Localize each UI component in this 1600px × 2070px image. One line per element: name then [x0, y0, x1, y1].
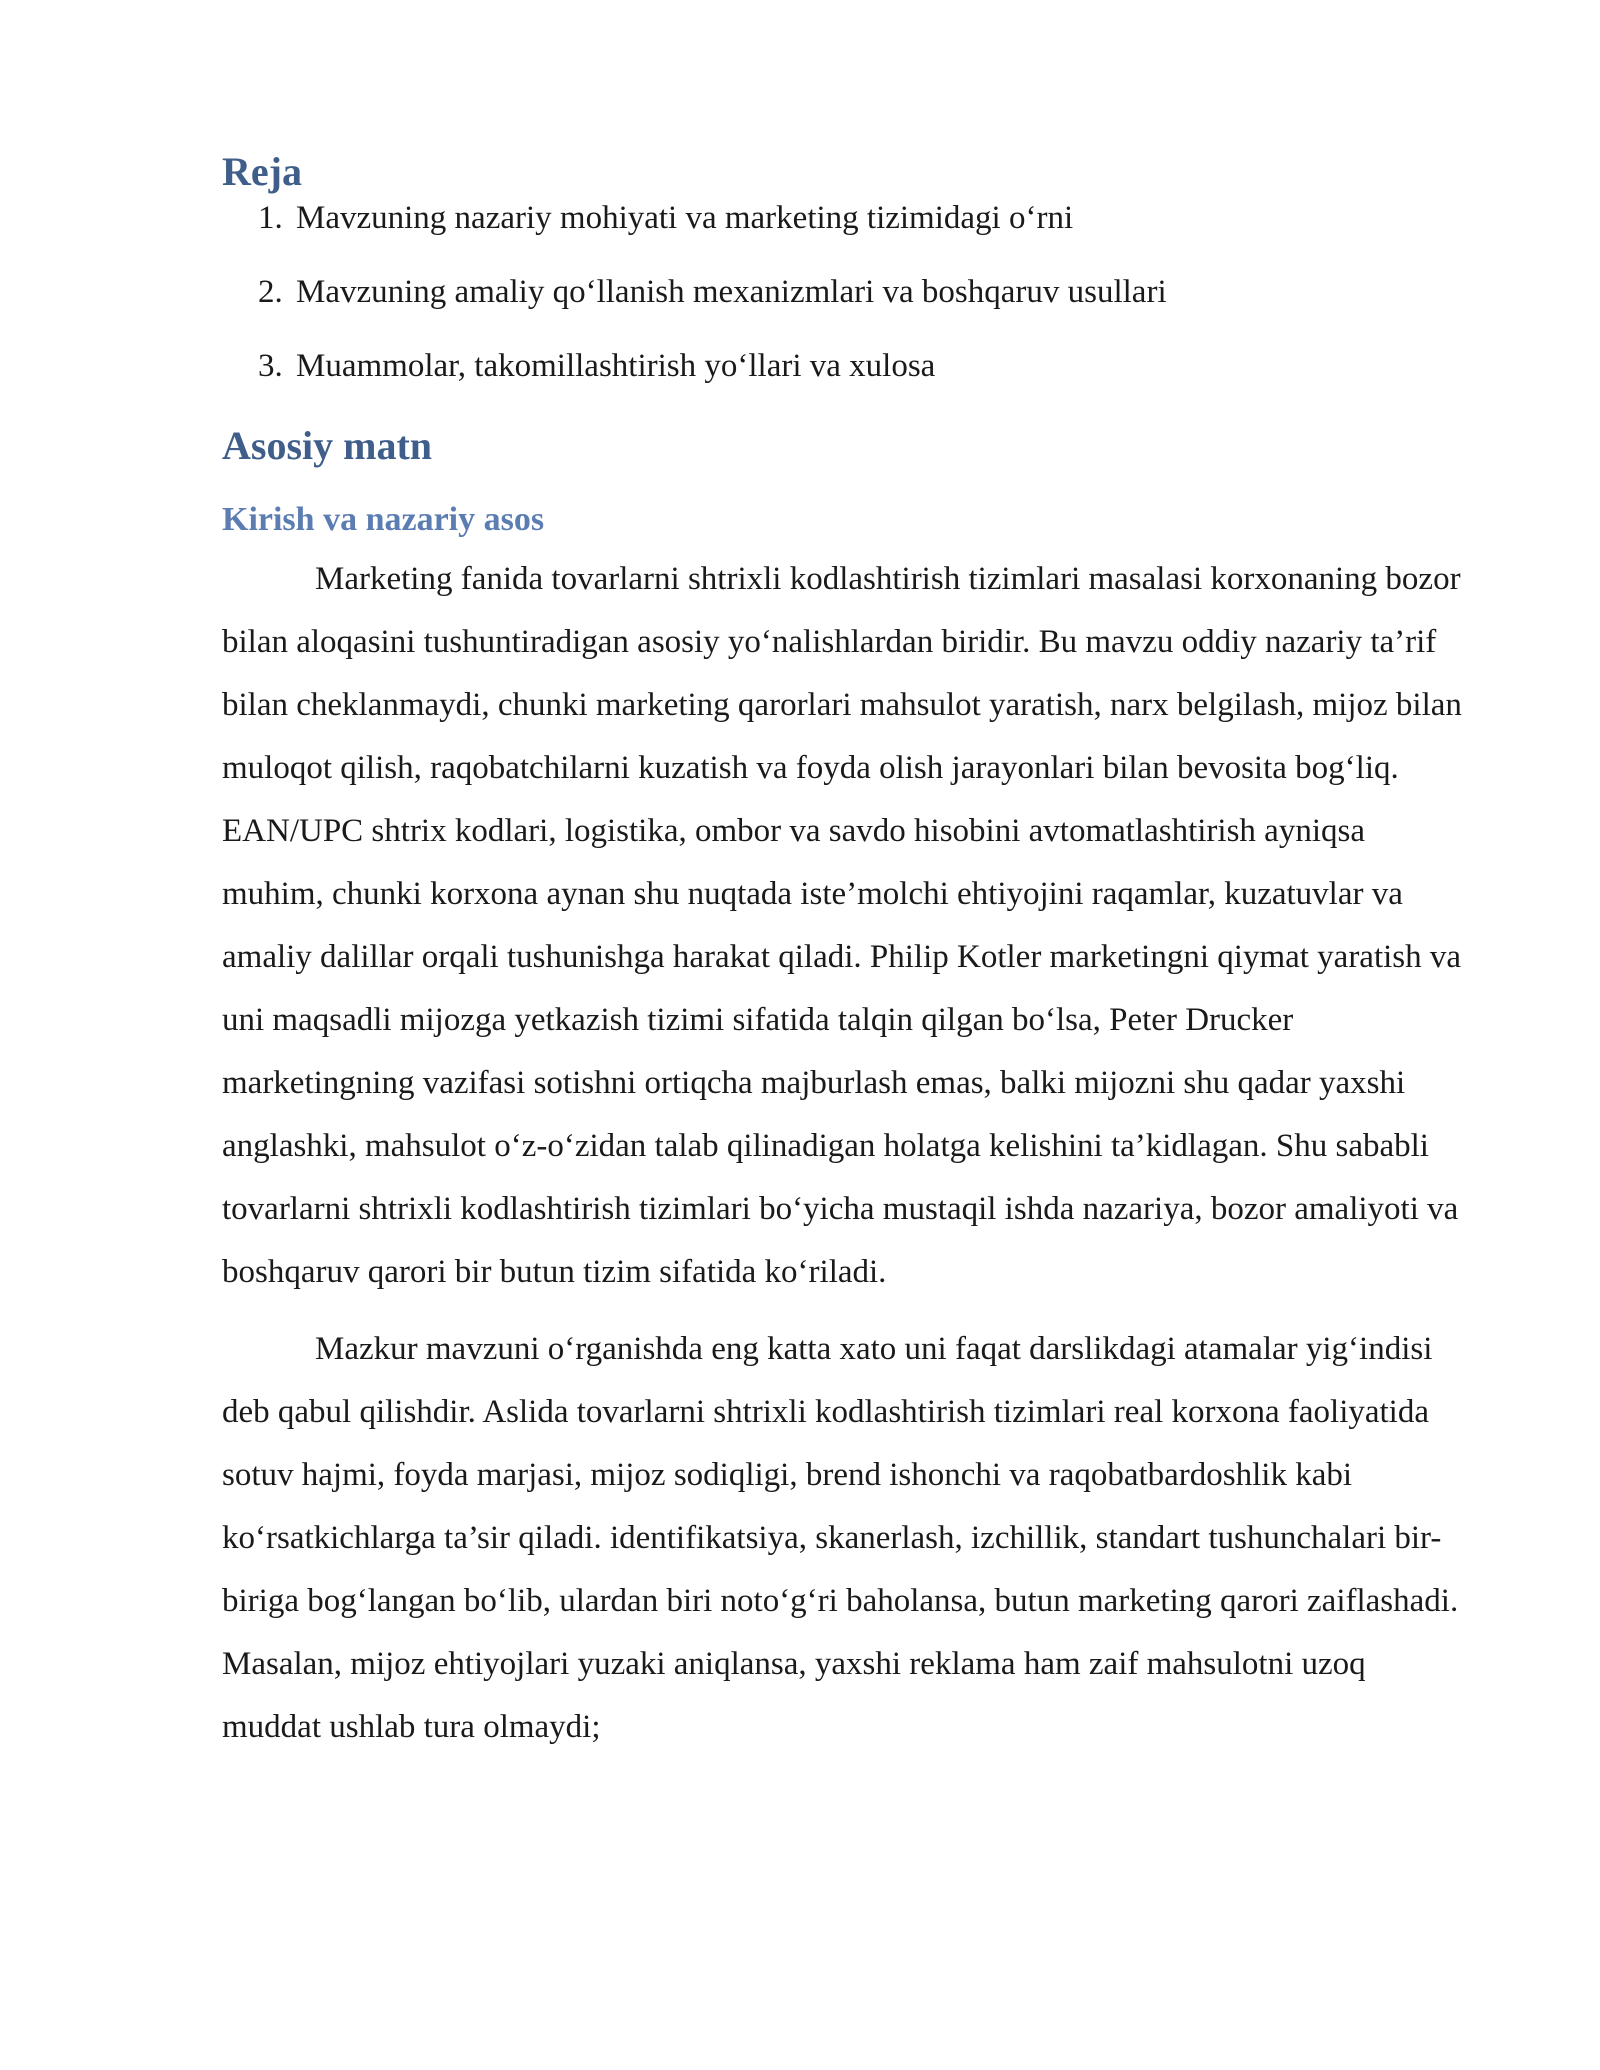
plan-heading: Reja [222, 149, 302, 194]
plan-item-text: Mavzuning amaliy qo‘llanish mexanizmlari va boshqaruv usullari [296, 274, 1167, 310]
plan-item-number: 2. [258, 274, 283, 310]
plan-item-text: Muammolar, takomillashtirish yo‘llari va xulosa [296, 348, 936, 384]
plan-list-item [222, 272, 1472, 312]
body-paragraph: Mazkur mavzuni o‘rganishda eng katta xato uni faqat darslikdagi atamalar yig‘indisi deb qabul qilishdir. Aslida tovarlarni shtrixli kodlashtirish tizimlari real korxona faoliyatida sotuv hajmi, foyda marjasi, mijoz sodiqligi, brend ishonchi va raqobatbardoshlik kabi ko‘rsatkichlarga ta’sir qiladi. identifikatsiya, skanerlash, izchillik, standart tushunchalari bir-biriga bog‘langan bo‘lib, ulardan biri noto‘g‘ri baholansa, butun marketing qarori zaiflashadi. Masalan, mijoz ehtiyojlari yuzaki aniqlansa, yaxshi reklama ham zaif mahsulotni uzoq muddat ushlab tura olmaydi; [222, 1331, 1459, 1745]
plan-item-text: Mavzuning nazariy mohiyati va marketing tizimidagi o‘rni [296, 200, 1074, 236]
plan-item-number: 1. [258, 200, 283, 236]
plan-item-number: 3. [258, 348, 283, 384]
plan-list-item [222, 198, 1472, 238]
main-text-heading: Asosiy matn [222, 423, 433, 468]
page-content [222, 146, 1472, 1773]
section-heading: Kirish va nazariy asos [222, 501, 545, 538]
body-paragraph: Marketing fanida tovarlarni shtrixli kodlashtirish tizimlari masalasi korxonaning bozor bilan aloqasini tushuntiradigan asosiy yo‘nalishlardan biridir. Bu mavzu oddiy nazariy ta’rif bilan cheklanmaydi, chunki marketing qarorlari mahsulot yaratish, narx belgilash, mijoz bilan muloqot qilish, raqobatchilarni kuzatish va foyda olish jarayonlari bilan bevosita bog‘liq. EAN/UPC shtrix kodlari, logistika, ombor va savdo hisobini avtomatlashtirish ayniqsa muhim, chunki korxona aynan shu nuqtada iste’molchi ehtiyojini raqamlar, kuzatuvlar va amaliy dalillar orqali tushunishga harakat qiladi. Philip Kotler marketingni qiymat yaratish va uni maqsadli mijozga yetkazish tizimi sifatida talqin qilgan bo‘lsa, Peter Drucker marketingning vazifasi sotishni ortiqcha majburlash emas, balki mijozni shu qadar yaxshi anglashki, mahsulot o‘z-o‘zidan talab qilinadigan holatga kelishini ta’kidlagan. Shu sababli tovarlarni shtrixli kodlashtirish tizimlari bo‘yicha mustaqil ishda nazariya, bozor amaliyoti va boshqaruv qarori bir butun tizim sifatida ko‘riladi. [222, 561, 1462, 1290]
plan-list [222, 198, 1472, 386]
plan-list-item [222, 346, 1472, 386]
